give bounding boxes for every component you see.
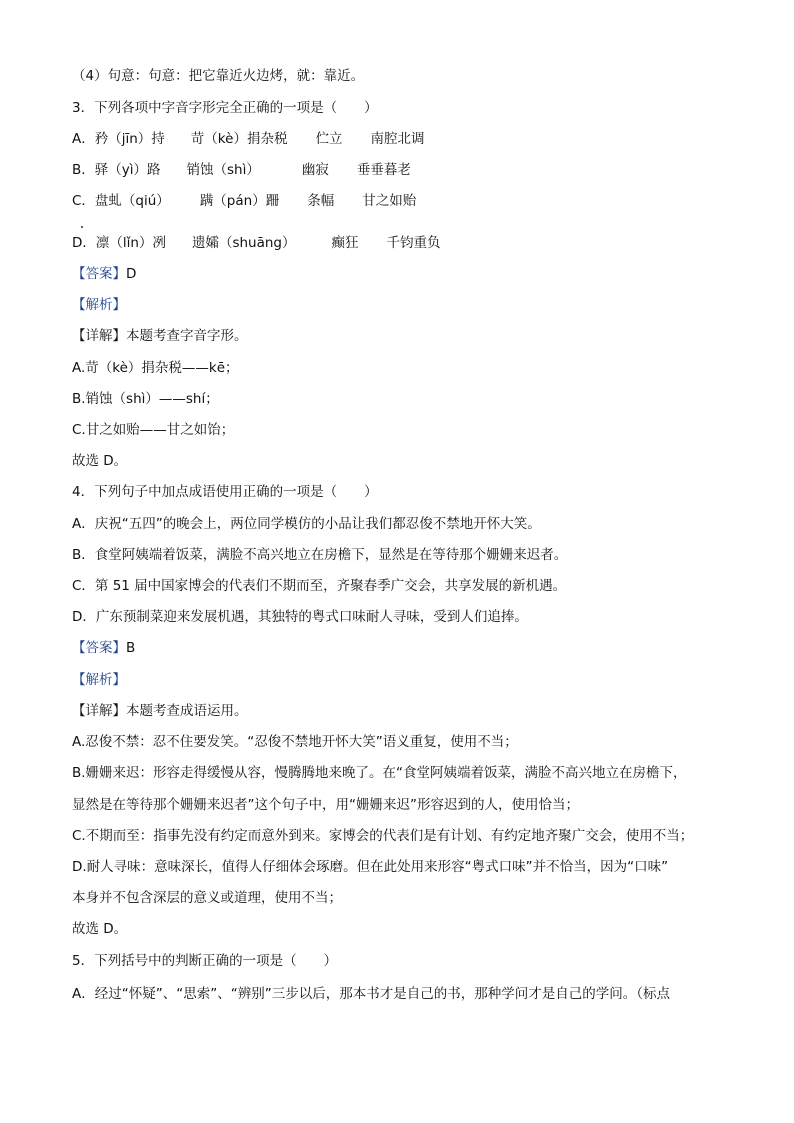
question-3-explanation-b: B.销蚀（shì）——shí；: [72, 391, 219, 407]
question-3-option-c: [72, 191, 416, 211]
option-part: 条幅: [307, 193, 335, 209]
question-4-analysis-tag: [72, 670, 126, 690]
question-3-explanation-a: A.苛（kè）捐杂税——kē；: [72, 360, 239, 376]
answer-value: B: [126, 640, 136, 656]
option-part: 伫立: [315, 131, 343, 147]
question-4-option-d: D．广东预制菜迎来发展机遇，其独特的粤式口味耐人寻味，受到人们追捧。: [72, 609, 528, 625]
question-5-stem: 5．下列括号中的判断正确的一项是（ ）: [72, 953, 338, 969]
question-4-answer: [72, 638, 135, 658]
option-part: 千钧重负: [386, 235, 441, 251]
stray-dot: [81, 226, 83, 228]
question-4-option-c: C．第 51 届中国家博会的代表们不期而至，齐聚春季广交会，共享发展的新机遇。: [72, 578, 567, 594]
answer-tag: 【答案】: [72, 266, 126, 282]
question-3-option-d: [72, 233, 441, 253]
question-3-explanation-c: C.甘之如贻——甘之如饴；: [72, 422, 235, 438]
question-3-conclusion: 故选 D。: [72, 453, 128, 469]
question-4-explanation-b-line1: B.姗姗来迟：形容走得缓慢从容，慢腾腾地来晚了。在“食堂阿姨端着饭菜，满脸不高兴地立在房檐下，: [72, 765, 687, 781]
option-part: 南腔北调: [370, 131, 425, 147]
question-4-explanation-c: C.不期而至：指事先没有约定而意外到来。家博会的代表们是有计划、有约定地齐聚广交会，使用不当；: [72, 828, 694, 844]
question-4-explanation-d-line2: 本身并不包含深层的意义或道理，使用不当；: [72, 890, 342, 906]
question-4-explanation-a: A.忍俊不禁：忍不住要发笑。“忍俊不禁地开怀大笑”语义重复，使用不当；: [72, 734, 518, 750]
q2-item-4: （4）句意：句意：把它靠近火边烤，就：靠近。: [72, 68, 365, 84]
detail-tag: 【详解】: [72, 703, 126, 719]
option-part: D．凛（lǐn）冽: [72, 235, 166, 251]
question-3-analysis-tag: [72, 295, 126, 315]
option-part: 甘之如贻: [362, 193, 417, 209]
question-5-option-a: A．经过“怀疑”、“思索”、“辨别”三步以后，那本书才是自己的书，那种学问才是自己的学问。（标点: [72, 986, 670, 1002]
detail-text: 本题考查成语运用。: [126, 703, 248, 719]
question-4-option-a: A．庆祝“五四”的晚会上，两位同学模仿的小品让我们都忍俊不禁地开怀大笑。: [72, 516, 541, 532]
question-4-conclusion: 故选 D。: [72, 921, 128, 937]
analysis-tag: 【解析】: [72, 297, 126, 313]
option-part: 垂垂暮老: [356, 162, 411, 178]
question-4-detail: [72, 701, 248, 721]
question-4-option-b: B．食堂阿姨端着饭菜，满脸不高兴地立在房檐下，显然是在等待那个姗姗来迟者。: [72, 547, 568, 563]
question-4-explanation-d-line1: D.耐人寻味：意味深长，值得人仔细体会琢磨。但在此处用来形容“粤式口味”并不恰当，因为“口味”: [72, 859, 669, 875]
question-3-option-b: [72, 160, 411, 180]
question-3-answer: [72, 264, 136, 284]
option-part: 蹒（pán）跚: [199, 193, 280, 209]
analysis-tag: 【解析】: [72, 672, 126, 688]
option-part: 苛（kè）捐杂税: [190, 131, 288, 147]
answer-value: D: [126, 266, 137, 282]
question-4-explanation-b-line2: 显然是在等待那个姗姗来迟者”这个句子中，用“姗姗来迟”形容迟到的人，使用恰当；: [72, 797, 579, 813]
question-3-option-a: [72, 129, 424, 149]
option-part: A．矜（jīn）持: [72, 131, 165, 147]
detail-tag: 【详解】: [72, 328, 126, 344]
option-part: 销蚀（shì）: [186, 162, 260, 178]
option-part: 幽寂: [301, 162, 329, 178]
option-part: C．盘虬（qiú）: [72, 193, 170, 209]
option-part: B．驿（yì）路: [72, 162, 161, 178]
answer-tag: 【答案】: [72, 640, 126, 656]
question-4-stem: 4．下列句子中加点成语使用正确的一项是（ ）: [72, 484, 378, 500]
option-part: 遗孀（shuāng）: [191, 235, 296, 251]
question-3-stem: 3．下列各项中字音字形完全正确的一项是（ ）: [72, 100, 378, 116]
option-part: 癫狂: [331, 235, 359, 251]
question-3-detail: [72, 326, 248, 346]
detail-text: 本题考查字音字形。: [126, 328, 248, 344]
